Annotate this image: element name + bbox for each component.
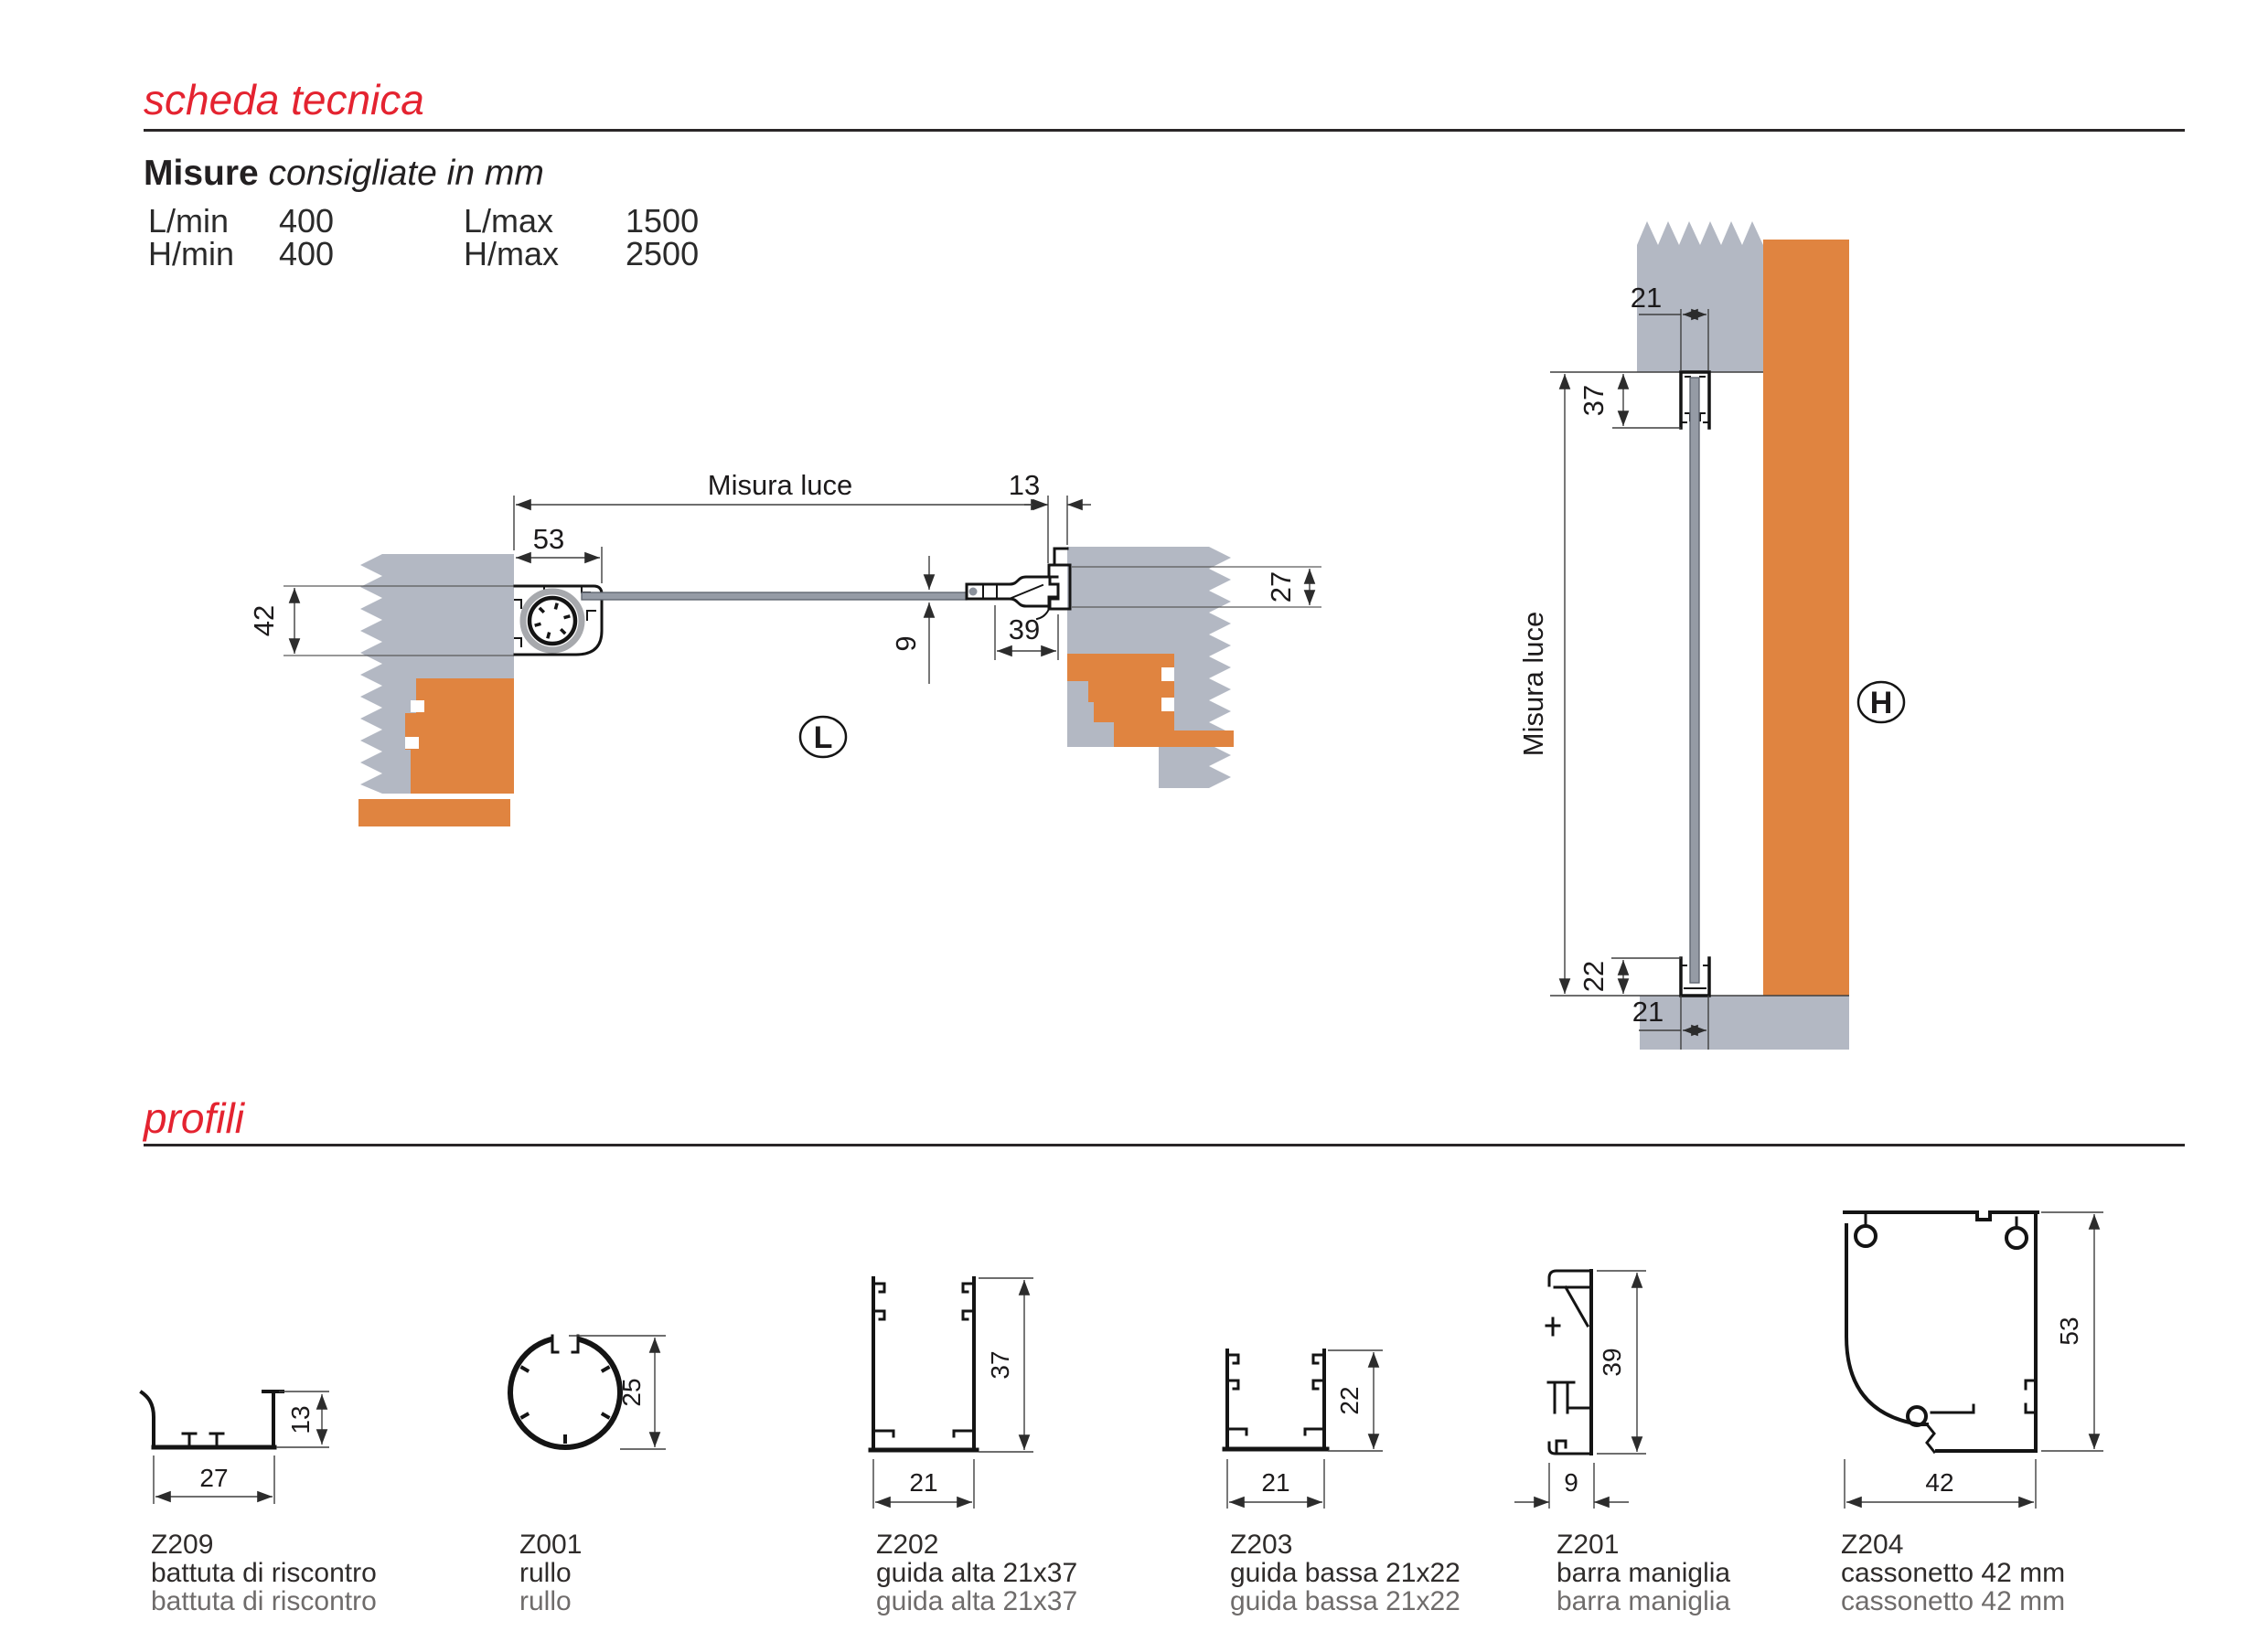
dim-53 xyxy=(516,523,602,583)
l-max-label: L/max xyxy=(464,202,554,240)
right-brick-mortar-2 xyxy=(1161,698,1174,711)
profile-caption-z209 xyxy=(151,1530,377,1616)
z204-dim-width: 42 xyxy=(1925,1468,1954,1497)
profile-caption-overflow: battuta di riscontro xyxy=(151,1586,377,1616)
z204-dim-height: 53 xyxy=(2055,1317,2083,1346)
profile-z203-drawing xyxy=(1225,1350,1383,1509)
page-title: scheda tecnica xyxy=(144,76,424,123)
section-l-badge xyxy=(800,717,846,757)
l-max-value: 1500 xyxy=(626,202,700,240)
profile-code: Z209 xyxy=(151,1530,214,1560)
profile-caption-z203 xyxy=(1230,1530,1460,1616)
dim-42 xyxy=(248,588,294,654)
z202-dim-width: 21 xyxy=(909,1468,938,1497)
profile-z209-drawing xyxy=(142,1391,329,1504)
drawing-l-plan-section xyxy=(248,469,1321,826)
profile-caption-overflow: guida bassa 21x22 xyxy=(1230,1586,1460,1616)
h-min-label: H/min xyxy=(148,235,235,272)
profile-code: Z202 xyxy=(876,1530,939,1560)
profile-code: Z001 xyxy=(519,1530,583,1560)
barra-maniglia-plan xyxy=(967,577,1058,606)
profile-name: rullo xyxy=(519,1558,572,1588)
z203-dim-height: 22 xyxy=(1335,1386,1364,1415)
profile-code: Z203 xyxy=(1230,1530,1293,1560)
left-brick-bottom-bar xyxy=(358,799,510,826)
section-h-badge-label: H xyxy=(1869,686,1893,720)
profile-z201-drawing xyxy=(1514,1271,1646,1509)
dim-label-21-top: 21 xyxy=(1630,282,1663,314)
dim-label-39: 39 xyxy=(1008,613,1041,645)
orange-column xyxy=(1763,240,1849,997)
dim-label-27: 27 xyxy=(1265,570,1297,603)
profile-name: guida alta 21x37 xyxy=(876,1558,1078,1588)
dim-37 xyxy=(1578,374,1681,428)
profile-caption-overflow: rullo xyxy=(519,1586,572,1616)
dim-label-misura-luce-l: Misura luce xyxy=(707,469,853,501)
right-brick-mortar-1 xyxy=(1161,667,1174,681)
profili-section-title: profili xyxy=(144,1094,244,1142)
dim-label-22: 22 xyxy=(1578,960,1610,993)
profile-code: Z204 xyxy=(1841,1530,1904,1560)
left-brick xyxy=(405,678,514,794)
section-l-badge-label: L xyxy=(813,720,833,755)
left-brick-mortar-2 xyxy=(405,737,419,749)
z209-dim-width: 27 xyxy=(199,1464,229,1492)
profile-z204-drawing xyxy=(1845,1212,2103,1509)
section-h-badge xyxy=(1858,682,1904,722)
profile-caption-overflow: barra maniglia xyxy=(1557,1586,1731,1616)
blind-slat-vertical xyxy=(1690,378,1699,983)
profile-code: Z201 xyxy=(1557,1530,1620,1560)
dim-22 xyxy=(1578,958,1681,994)
profile-name: guida bassa 21x22 xyxy=(1230,1558,1460,1588)
profile-caption-z204 xyxy=(1841,1530,2066,1616)
dim-label-9: 9 xyxy=(890,635,922,652)
profile-caption-z202 xyxy=(876,1530,1078,1616)
blind-slat-plan xyxy=(582,592,967,600)
dim-39 xyxy=(995,605,1058,660)
z001-dim-height: 25 xyxy=(617,1378,646,1407)
profile-z202-drawing xyxy=(871,1278,1033,1509)
profile-caption-z001 xyxy=(519,1530,583,1616)
profile-caption-overflow: guida alta 21x37 xyxy=(876,1586,1078,1616)
h-max-value: 2500 xyxy=(626,235,700,272)
floor-section xyxy=(1640,996,1849,1050)
rullo-plan xyxy=(523,592,582,650)
z201-dim-width: 9 xyxy=(1564,1468,1578,1497)
measures-heading-bold: Misure xyxy=(144,154,259,193)
h-max-label: H/max xyxy=(464,235,560,272)
header-divider-line xyxy=(144,129,2185,132)
dim-label-37: 37 xyxy=(1578,384,1610,417)
profile-caption-z201 xyxy=(1557,1530,1731,1616)
dim-9 xyxy=(890,556,929,684)
h-min-value: 400 xyxy=(279,235,335,272)
dim-misura-luce-l xyxy=(514,469,1067,563)
l-min-value: 400 xyxy=(279,202,335,240)
dim-misura-luce-h xyxy=(1517,374,1565,994)
drawing-h-vertical-section xyxy=(1517,221,1904,1050)
left-brick-mortar-1 xyxy=(411,700,424,712)
dim-label-misura-luce-h: Misura luce xyxy=(1517,611,1549,757)
dim-label-21-bottom: 21 xyxy=(1631,996,1664,1028)
handle-end-dot xyxy=(969,588,978,596)
profile-caption-overflow: cassonetto 42 mm xyxy=(1841,1586,2066,1616)
profile-z001-drawing xyxy=(510,1331,666,1449)
profili-divider-line xyxy=(144,1144,2185,1146)
measures-heading xyxy=(144,154,544,194)
measures-heading-italic: consigliate in mm xyxy=(258,154,544,193)
z209-dim-height: 13 xyxy=(286,1405,315,1434)
profile-name: barra maniglia xyxy=(1557,1558,1731,1588)
profiles-row xyxy=(142,1212,2103,1509)
profile-name: cassonetto 42 mm xyxy=(1841,1558,2066,1588)
dim-label-53: 53 xyxy=(532,523,565,555)
z201-dim-height: 39 xyxy=(1598,1348,1626,1377)
right-brick-bottom-bar xyxy=(1166,730,1234,747)
dim-label-13: 13 xyxy=(1008,469,1041,501)
dim-label-42: 42 xyxy=(248,604,280,637)
l-min-label: L/min xyxy=(148,202,230,240)
z203-dim-width: 21 xyxy=(1261,1468,1290,1497)
profile-name: battuta di riscontro xyxy=(151,1558,377,1588)
z202-dim-height: 37 xyxy=(986,1350,1014,1380)
dim-13 xyxy=(1009,469,1091,505)
